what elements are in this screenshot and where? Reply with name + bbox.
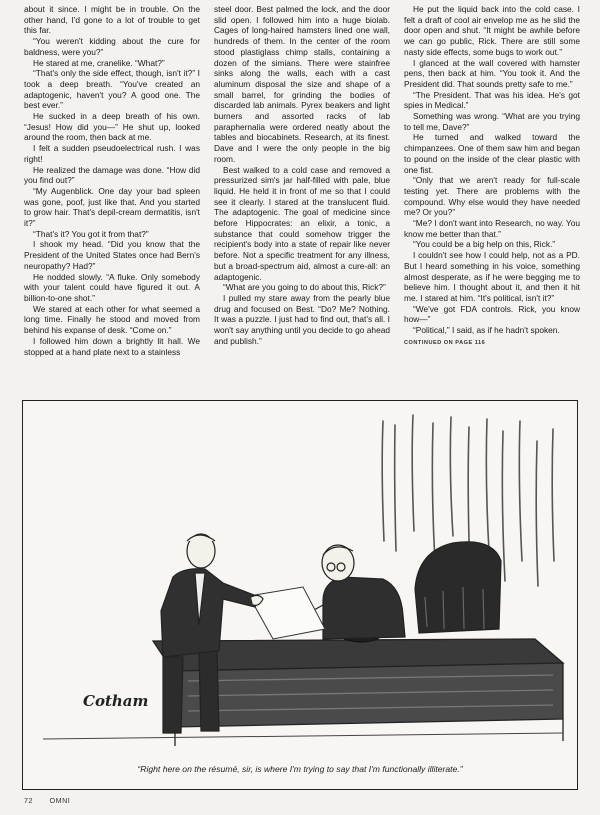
floor-line: [43, 733, 563, 739]
article-paragraph: “You weren't kidding about the cure for baldness, were you?”: [24, 36, 200, 57]
article-paragraph: “Political,” I said, as if he hadn't spoken.: [413, 325, 560, 336]
cartoon-caption: “Right here on the résumé, sir, is where I'm trying to say that I'm functionally illiterate.”: [137, 764, 463, 774]
column-3: [404, 4, 580, 392]
article-columns: [24, 4, 580, 392]
magazine-name: OMNI: [49, 796, 71, 805]
article-paragraph: He turned and walked toward the chimpanzees. One of them saw him and began to pound on the inside of the clear plastic with one fist.: [404, 132, 580, 175]
article-paragraph: “That's it? You got it from that?”: [33, 228, 149, 239]
article-paragraph: I shook my head. “Did you know that the President of the United States once had Bern's neuropathy? Had?”: [24, 239, 200, 271]
article-paragraph: I glanced at the wall covered with hamster pens, then back at him. “You took it. And the President did. That sounds pretty safe to me.”: [404, 57, 580, 89]
article-paragraph: Best walked to a cold case and removed a pressurized sim's jar half-filled with pale, blue liquid. He held it in front of me so that I could see it clearly. I stared at the translucent fluid. The adaptogenic. The goal of medicine since before Hippocrates: an elixir, a tonic, a substance that could somehow trigger the recipient's body into a state of repair like never before. Not a specific treatment for any illness, but a broad-spectrum aid, almost a cure-all: an adaptogenic.: [214, 164, 390, 282]
article-paragraph: He nodded slowly. “A fluke. Only somebody with your talent could have figured it out. A billion-to-one shot.”: [24, 271, 200, 303]
article-paragraph: He realized the damage was done. “How did you find out?”: [24, 164, 200, 186]
article-paragraph: steel door. Best palmed the lock, and the door slid open. I followed him into a huge biolab. Cages of long-haired hamsters lined one wall, hundreds of them. In the center of the room stood plastiglass chimp stalls, containing a dozen of the simians. There were stainfree sinks along the walls, each with a cast aluminum disposal the size and shape of a small barrel, for grinding the bodies of discarded lab animals. Pyrex beakers and light burners and assorted racks of lab paraphernalia were ordered neatly about the tables and biocabinets. Research, at its finest. Dave and I were the only people in the big room.: [214, 4, 390, 164]
artist-signature: Cotham: [83, 692, 149, 710]
article-paragraph: I followed him down a brightly lit hall. We stopped at a hand plate next to a stainless: [24, 335, 200, 357]
article-paragraph: “My Augenblick. One day your bad spleen was gone, poof, just like that. And you started to grow hair. That's depil-cream dermatitis, isn't it?”: [24, 185, 200, 229]
article-paragraph: “Me? I don't want into Research, no way. You know me better than that.”: [404, 218, 580, 239]
article-paragraph: He put the liquid back into the cold case. I felt a draft of cool air envelop me as he slid the door open and shut. “It might be awhile before we can go public, Rick. There are still some nasty side effects, some bugs to work out.”: [404, 4, 580, 57]
article-paragraph: I felt a sudden pseudoelectrical rush. I was right!: [24, 143, 200, 164]
article-paragraph: “Only that we aren't ready for full-scale testing yet. There are problems with the compound. Why else would they have needed me? Or you?”: [404, 175, 580, 218]
cartoon-illustration: [23, 401, 576, 761]
article-paragraph: “We've got FDA controls. Rick, you know how—”: [404, 303, 580, 325]
continued-note: CONTINUED ON PAGE 116: [404, 339, 486, 346]
article-paragraph: “The President. That was his idea. He's got spies in Medical.”: [404, 89, 580, 111]
article-paragraph: I pulled my stare away from the pearly blue drug and focused on Best. “Do? Me? Nothing. It was a puzzle. I just had to find out, that's all. I won't say anything until you decide to go ahead and publish.”: [214, 292, 390, 346]
resume-sheet: [249, 587, 325, 639]
article-paragraph: Something was wrong. “What are you trying to tell me, Dave?”: [404, 111, 580, 132]
column-1: [24, 4, 200, 392]
column-2: [214, 4, 390, 392]
article-paragraph: We stared at each other for what seemed a long time. Finally he stood and moved from behind his expanse of desk. “Come on.”: [24, 303, 200, 336]
article-paragraph: I couldn't see how I could help, not as a PD. But I heard something in his voice, something almost desperate, as if he were begging me to believe him. I thought about it, and then it hit me. I stared at him. “It's political, isn't it?”: [404, 250, 580, 303]
office-chair: [415, 542, 501, 633]
article-paragraph: “You could be a big help on this, Rick.”: [413, 239, 556, 250]
page-footer: [24, 796, 84, 805]
article-paragraph: He sucked in a deep breath of his own. “Jesus! How did you—” He shut up, looked around the room, then back at me.: [24, 111, 200, 143]
article-paragraph: “What are you going to do about this, Rick?”: [223, 282, 386, 293]
article-paragraph: about it since. I might be in trouble. On the other hand, I'd gone to a lot of trouble to get this far.: [24, 4, 200, 36]
article-paragraph: He stared at me, cranelike. “What?”: [33, 57, 165, 68]
article-paragraph: “That's only the side effect, though, isn't it?” I took a deep breath. “You've created an adaptogenic, haven't you? A good one. The best ever.”: [24, 68, 200, 111]
cartoon-frame: [22, 400, 578, 790]
page-number: 72: [24, 796, 33, 805]
